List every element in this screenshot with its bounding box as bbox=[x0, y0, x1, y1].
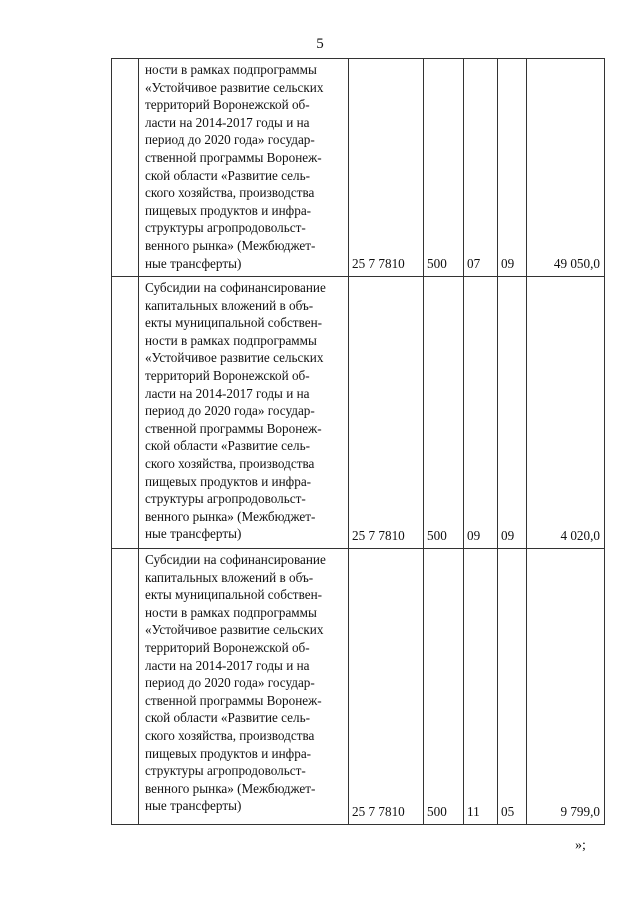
description-line: период до 2020 года» государ- bbox=[145, 675, 315, 691]
description-line: пищевых продуктов и инфра- bbox=[145, 745, 312, 761]
description-line: территорий Воронежской об- bbox=[145, 367, 310, 383]
description-line: «Устойчивое развитие сельских bbox=[145, 79, 324, 95]
target-article-code: 25 7 7810 bbox=[349, 277, 424, 549]
description-line: ственной программы Воронеж- bbox=[145, 420, 322, 436]
table-row bbox=[112, 277, 605, 549]
description-line: венного рынка» (Межбюджет- bbox=[145, 508, 316, 524]
description-line: структуры агропродовольст- bbox=[145, 491, 306, 507]
description-cell bbox=[139, 277, 349, 549]
description-line: структуры агропродовольст- bbox=[145, 220, 306, 236]
table-row bbox=[112, 59, 605, 277]
description-line: ности в рамках подпрограммы bbox=[145, 604, 317, 620]
description-line: ственной программы Воронеж- bbox=[145, 149, 322, 165]
description-cell bbox=[139, 549, 349, 825]
description-line: территорий Воронежской об- bbox=[145, 639, 310, 655]
section-code: 11 bbox=[464, 549, 498, 825]
description-line: Субсидии на софинансирование bbox=[145, 280, 326, 295]
expense-type-code: 500 bbox=[424, 549, 464, 825]
description-line: ского хозяйства, производства bbox=[145, 455, 315, 471]
description-line: период до 2020 года» государ- bbox=[145, 403, 315, 419]
subsection-code: 09 bbox=[498, 59, 527, 277]
table-row bbox=[112, 549, 605, 825]
amount-cell: 9 799,0 bbox=[527, 549, 605, 825]
subsection-code: 05 bbox=[498, 549, 527, 825]
description-line: «Устойчивое развитие сельских bbox=[145, 622, 324, 638]
expense-type-code: 500 bbox=[424, 277, 464, 549]
subsection-code: 09 bbox=[498, 277, 527, 549]
description-line: ные трансферты) bbox=[145, 798, 242, 814]
section-code: 09 bbox=[464, 277, 498, 549]
page-number: 5 bbox=[316, 36, 324, 52]
description-line: екты муниципальной собствен- bbox=[145, 587, 323, 603]
description-line: венного рынка» (Межбюджет- bbox=[145, 780, 316, 796]
expense-type-code: 500 bbox=[424, 59, 464, 277]
description-line: «Устойчивое развитие сельских bbox=[145, 350, 324, 366]
description-line: ского хозяйства, производства bbox=[145, 727, 315, 743]
description-line: ласти на 2014-2017 годы и на bbox=[145, 657, 310, 673]
amount-cell: 4 020,0 bbox=[527, 277, 605, 549]
description-line: венного рынка» (Межбюджет- bbox=[145, 237, 316, 253]
description-line: ласти на 2014-2017 годы и на bbox=[145, 385, 310, 401]
description-line: пищевых продуктов и инфра- bbox=[145, 202, 312, 218]
row-index-cell bbox=[112, 277, 139, 549]
description-line: ные трансферты) bbox=[145, 255, 242, 271]
row-index-cell bbox=[112, 59, 139, 277]
description-line: капитальных вложений в объ- bbox=[145, 569, 314, 585]
description-line: ской области «Развитие сель- bbox=[145, 167, 311, 183]
amount-cell: 49 050,0 bbox=[527, 59, 605, 277]
description-line: екты муниципальной собствен- bbox=[145, 315, 323, 331]
closing-quote-mark: »; bbox=[575, 838, 586, 853]
description-line: ласти на 2014-2017 годы и на bbox=[145, 114, 310, 130]
target-article-code: 25 7 7810 bbox=[349, 59, 424, 277]
description-line: ные трансферты) bbox=[145, 526, 242, 542]
description-line: период до 2020 года» государ- bbox=[145, 132, 315, 148]
row-index-cell bbox=[112, 549, 139, 825]
description-line: ности в рамках подпрограммы bbox=[145, 332, 317, 348]
description-line: капитальных вложений в объ- bbox=[145, 297, 314, 313]
description-line: ской области «Развитие сель- bbox=[145, 710, 311, 726]
description-line: структуры агропродовольст- bbox=[145, 763, 306, 779]
target-article-code: 25 7 7810 bbox=[349, 549, 424, 825]
description-line: ности в рамках подпрограммы bbox=[145, 62, 317, 77]
budget-table bbox=[111, 58, 605, 825]
description-line: ского хозяйства, производства bbox=[145, 185, 315, 201]
description-line: Субсидии на софинансирование bbox=[145, 552, 326, 567]
description-line: пищевых продуктов и инфра- bbox=[145, 473, 312, 489]
description-line: ской области «Развитие сель- bbox=[145, 438, 311, 454]
description-line: территорий Воронежской об- bbox=[145, 97, 310, 113]
section-code: 07 bbox=[464, 59, 498, 277]
description-line: ственной программы Воронеж- bbox=[145, 692, 322, 708]
description-cell bbox=[139, 59, 349, 277]
